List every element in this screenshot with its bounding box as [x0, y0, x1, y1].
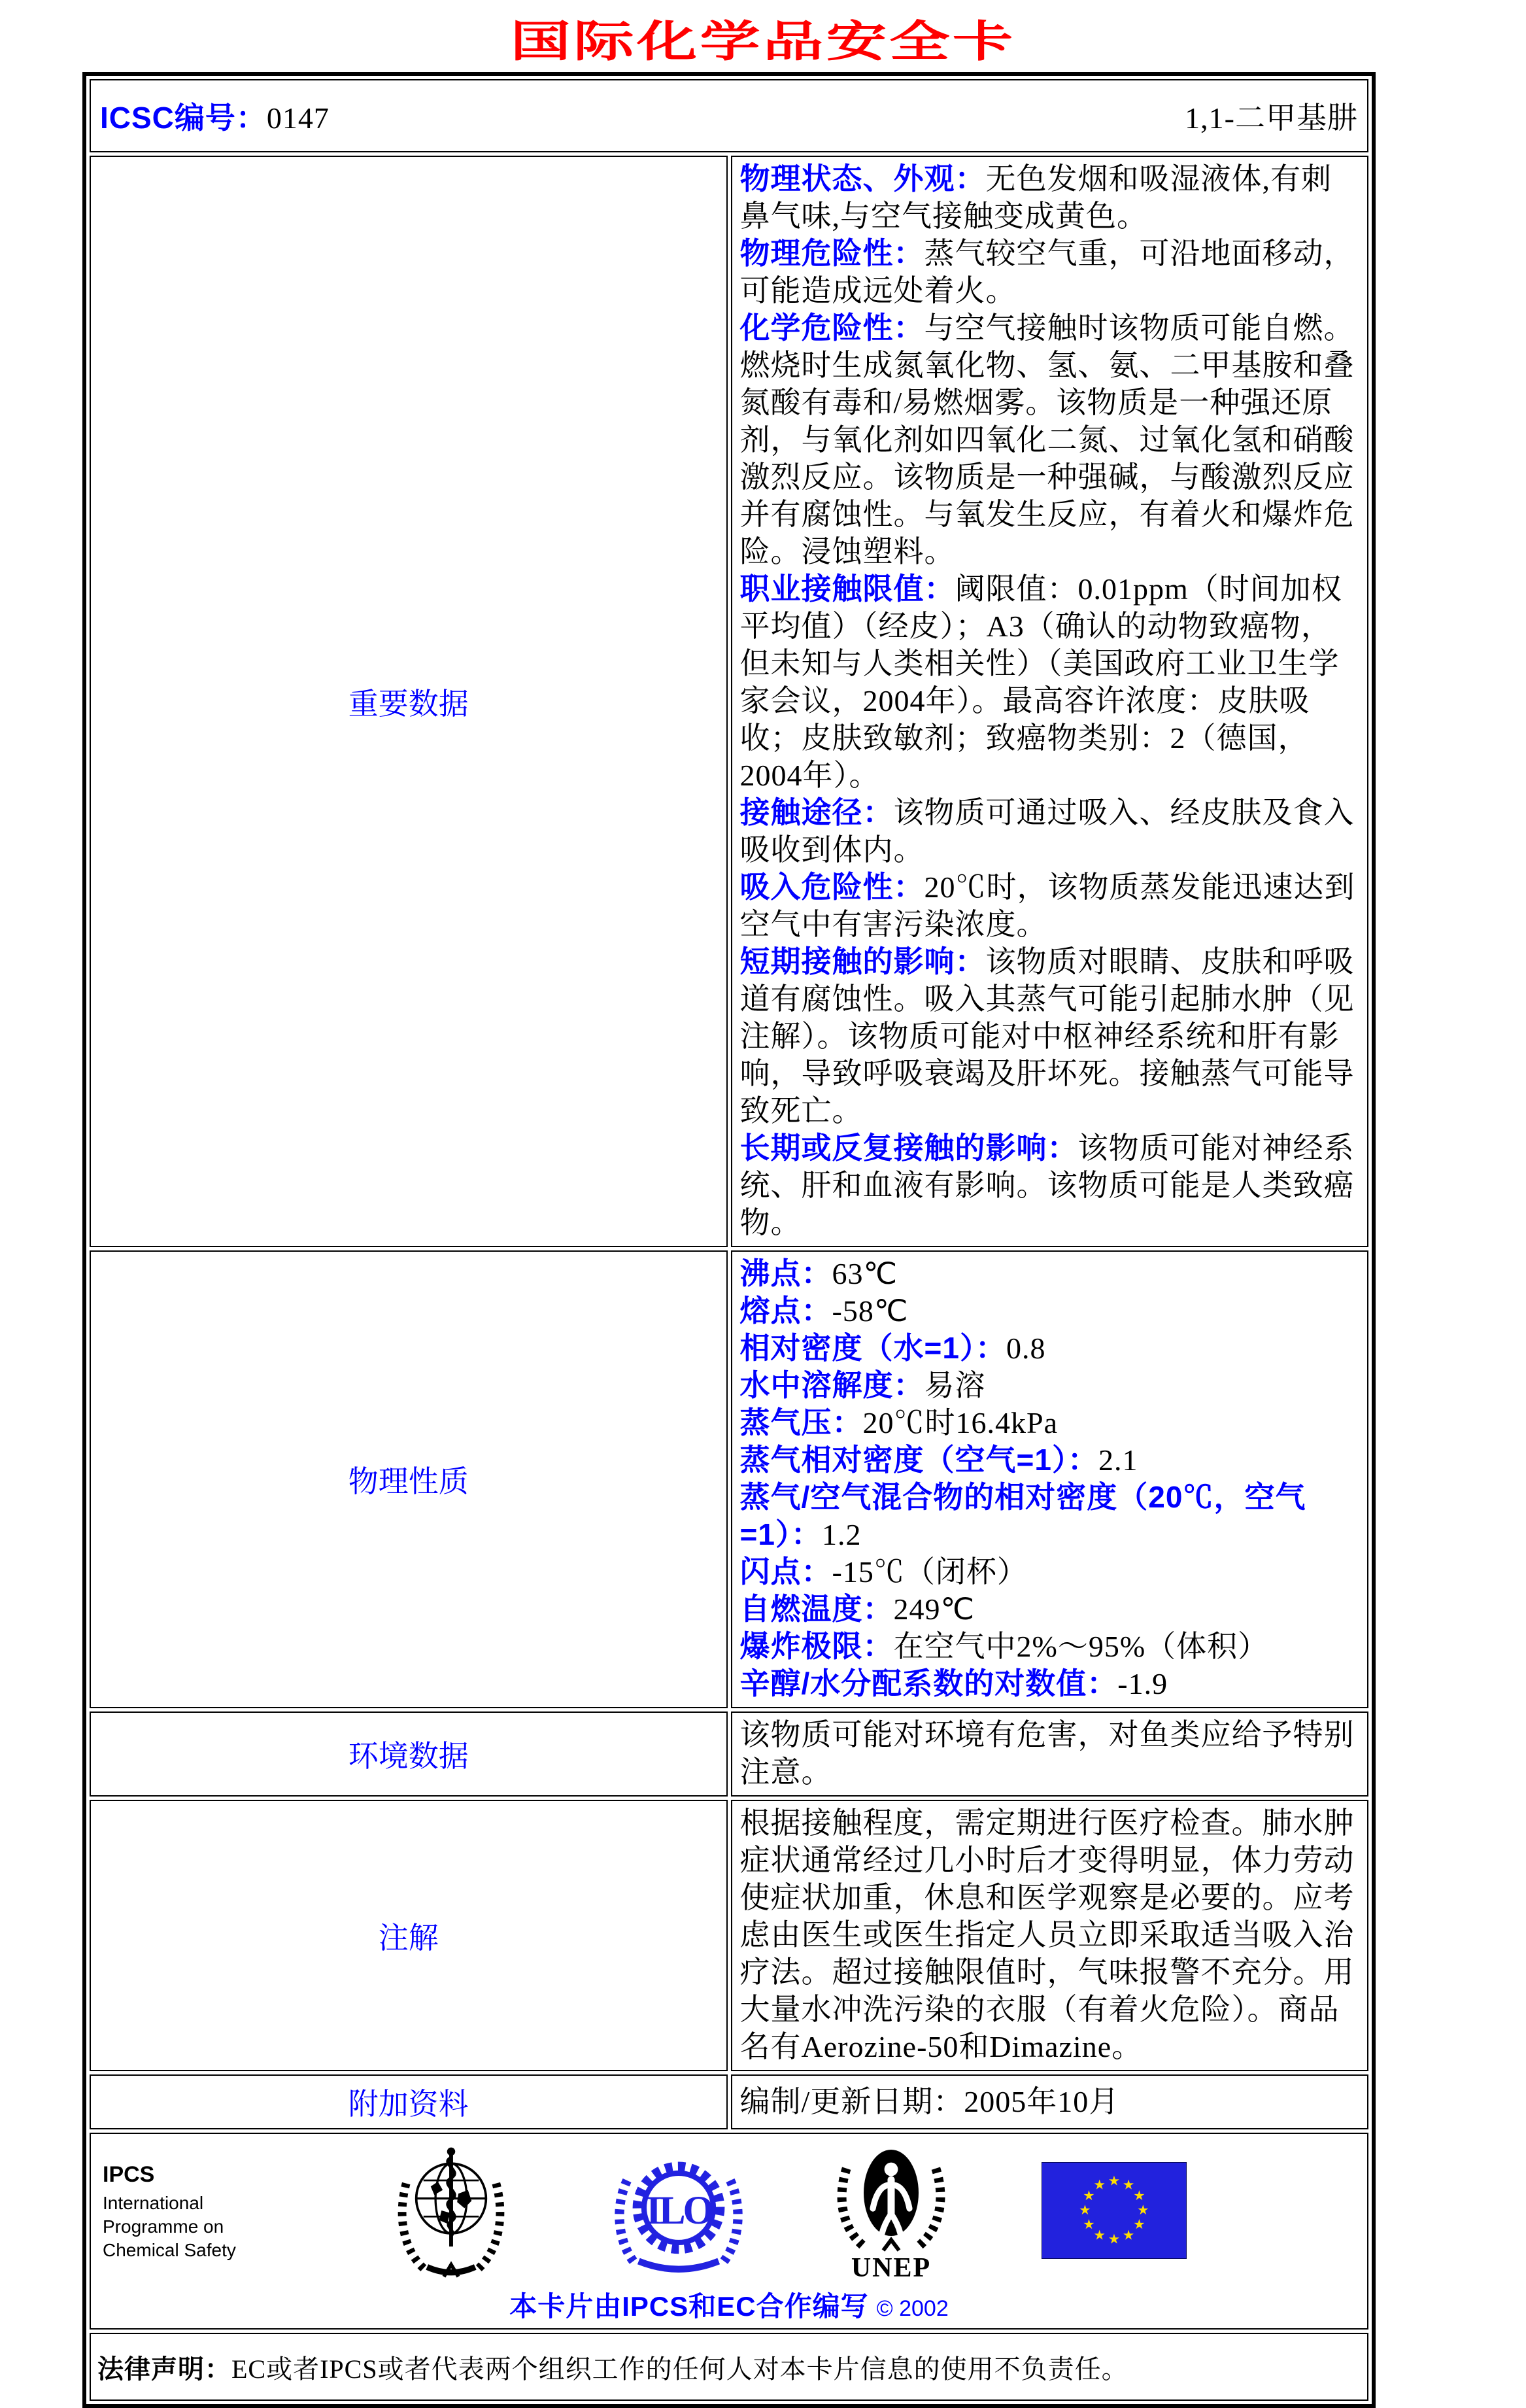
data-item: 物理状态、外观：无色发烟和吸湿液体,有刺鼻气味,与空气接触变成黄色。 — [739, 162, 1332, 233]
notes-row-label: 注解 — [90, 1800, 728, 2071]
data-item: 接触途径：该物质可通过吸入、经皮肤及食入吸收到体内。 — [739, 795, 1355, 867]
physical-properties-content — [731, 1250, 1369, 1708]
property-line: 爆炸极限：在空气中2%～95%（体积） — [739, 1629, 1269, 1663]
legal-notice-row — [90, 2333, 1368, 2401]
data-item: 长期或反复接触的影响：该物质可能对神经系统、肝和血液有影响。该物质可能是人类致癌物。 — [739, 1131, 1355, 1239]
logos-row — [90, 2133, 1368, 2330]
svg-text:★: ★ — [1083, 2218, 1095, 2233]
notes-text: 根据接触程度，需定期进行医疗检查。肺水肿症状通常经过几小时后才变得明显，体力劳动使症状加重，休息和医学观察是必要的。应考虑由医生或医生指定人员立即采取适当吸入治疗法。超过接触限值时，气味报警不充分。用大量水冲洗污染的衣服（有着火危险）。商品名有Aerozine-50和Dimazine。 — [731, 1800, 1369, 2071]
physical-properties-row — [90, 1250, 1368, 1708]
svg-text:★: ★ — [1093, 2178, 1106, 2193]
data-item: 职业接触限值：阈限值：0.01ppm（时间加权平均值）（经皮）；A3（确认的动物致癌物，但未知与人类相关性）（美国政府工业卫生学家会议，2004年）。最高容许浓度：皮肤吸收；皮肤致敏剂；致癌物类别：2（德国，2004年）。 — [739, 572, 1342, 792]
svg-text:★: ★ — [1093, 2228, 1106, 2243]
icsc-number-value: 0147 — [266, 101, 330, 135]
legal-notice-text: EC或者IPCS或者代表两个组织工作的任何人对本卡片信息的使用不负责任。 — [231, 2354, 1128, 2384]
property-line: 辛醇/水分配系数的对数值：-1.9 — [739, 1666, 1168, 1700]
important-data-content — [731, 156, 1369, 1247]
ilo-logo-icon — [610, 2144, 747, 2280]
svg-text:★: ★ — [1122, 2178, 1135, 2193]
data-item: 物理危险性：蒸气较空气重，可沿地面移动，可能造成远处着火。 — [739, 236, 1355, 307]
svg-text:★: ★ — [1122, 2228, 1135, 2243]
ipcs-text-block: IPCS International Programme on Chemical Safety — [103, 2162, 312, 2262]
icsc-number-label: ICSC编号： — [100, 101, 267, 135]
who-logo-icon — [390, 2143, 512, 2281]
property-line: 自燃温度：249℃ — [739, 1592, 975, 1626]
header-row — [90, 79, 1368, 152]
property-line: 闪点：-15℃（闭杯） — [739, 1555, 1028, 1589]
additional-info-text: 编制/更新日期：2005年10月 — [731, 2074, 1369, 2129]
page-title — [0, 0, 1526, 72]
additional-info-row-label: 附加资料 — [90, 2074, 728, 2129]
cooperation-caption: 本卡片由IPCS和EC合作编写 © 2002 — [509, 2291, 949, 2322]
notes-row — [90, 1800, 1368, 2071]
property-line: 熔点：-58℃ — [739, 1294, 909, 1328]
environment-text: 该物质可能对环境有危害，对鱼类应给予特别注意。 — [731, 1711, 1369, 1797]
property-line: 蒸气相对密度（空气=1）：2.1 — [739, 1443, 1138, 1477]
environment-row-label: 环境数据 — [90, 1711, 728, 1797]
physical-properties-row-label: 物理性质 — [90, 1250, 728, 1708]
svg-text:★: ★ — [1079, 2203, 1091, 2218]
important-data-row — [90, 156, 1368, 1247]
svg-text:★: ★ — [1133, 2218, 1145, 2233]
svg-text:★: ★ — [1133, 2188, 1145, 2203]
safety-card-table — [82, 72, 1376, 2408]
property-line: 水中溶解度：易溶 — [739, 1368, 986, 1402]
copyright-text: © 2002 — [876, 2296, 949, 2321]
svg-text:★: ★ — [1108, 2174, 1121, 2189]
svg-text:★: ★ — [1137, 2203, 1149, 2218]
additional-info-row — [90, 2074, 1368, 2129]
property-line: 相对密度（水=1）：0.8 — [739, 1331, 1046, 1365]
eu-flag-icon — [1042, 2162, 1187, 2262]
data-item: 吸入危险性：20℃时，该物质蒸发能迅速达到空气中有害污染浓度。 — [739, 870, 1355, 941]
page-title-text: 国际化学品安全卡 — [510, 17, 1016, 65]
unep-label: UNEP — [851, 2253, 932, 2283]
icsc-number — [100, 94, 330, 137]
svg-text:ILO: ILO — [646, 2188, 711, 2233]
data-item: 化学危险性：与空气接触时该物质可能自燃。燃烧时生成氮氧化物、氢、氨、二甲基胺和叠氮酸有毒和/易燃烟雾。该物质是一种强还原剂，与氧化剂如四氧化二氮、过氧化氢和硝酸激烈反应。该物质是一种强碱，与酸激烈反应并有腐蚀性。与氧发生反应，有着火和爆炸危险。浸蚀塑料。 — [739, 311, 1355, 568]
property-line: 蒸气/空气混合物的相对密度（20℃，空气=1）：1.2 — [739, 1480, 1306, 1551]
legal-notice-label: 法律声明： — [97, 2354, 231, 2384]
data-item: 短期接触的影响：该物质对眼睛、皮肤和呼吸道有腐蚀性。吸入其蒸气可能引起肺水肿（见注解）。该物质可能对中枢神经系统和肝有影响，导致呼吸衰竭及肝坏死。接触蒸气可能导致死亡。 — [739, 944, 1355, 1127]
property-line: 蒸气压：20℃时16.4kPa — [739, 1405, 1058, 1439]
important-data-row-label: 重要数据 — [90, 156, 728, 1247]
chemical-name: 1,1-二甲基肼 — [1185, 101, 1358, 135]
environment-row — [90, 1711, 1368, 1797]
svg-text:★: ★ — [1083, 2188, 1095, 2203]
ipcs-title: IPCS — [103, 2162, 155, 2187]
svg-text:★: ★ — [1108, 2232, 1121, 2247]
unep-logo-icon — [826, 2141, 957, 2284]
property-line: 沸点：63℃ — [739, 1256, 898, 1290]
